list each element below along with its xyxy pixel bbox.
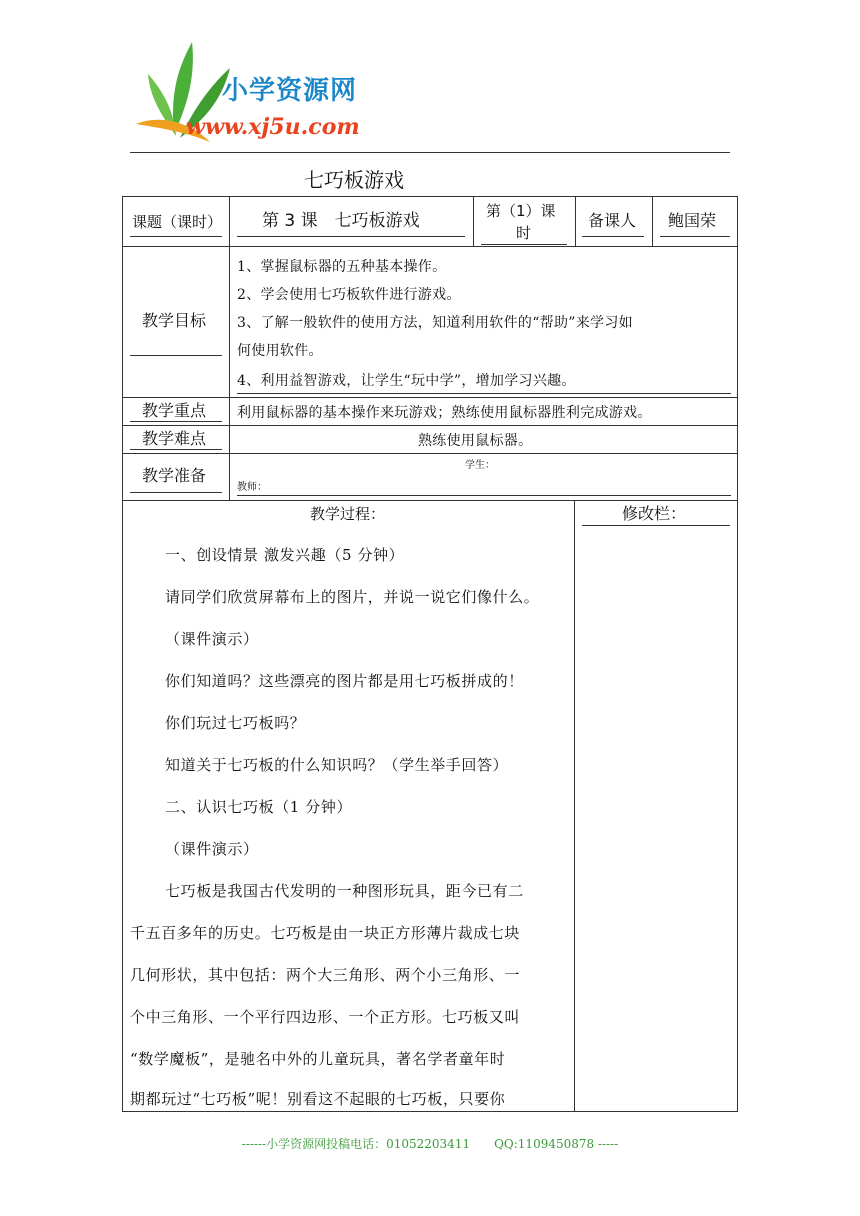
process-line: 你们玩过七巧板吗？ [165,714,306,732]
process-line: 期都玩过“七巧板”呢！别看这不起眼的七巧板，只要你 [130,1090,506,1108]
process-line: 一、创设情景 激发兴趣（5 分钟） [165,546,405,564]
underline [660,236,730,237]
header-divider [130,152,730,153]
period-line2: 时 [516,224,532,242]
column-divider [574,500,575,1112]
objective-line: 1、掌握鼠标器的五种基本操作。 [237,259,447,275]
preparation-teacher: 教师： [237,482,267,493]
column-divider [575,196,576,246]
objective-line: 4、利用益智游戏，让学生“玩中学”，增加学习兴趣。 [237,373,576,389]
row-divider [122,500,738,501]
underline [237,393,731,394]
row-divider [122,246,738,247]
column-divider [229,196,230,500]
process-line: 二、认识七巧板（1 分钟） [165,798,353,816]
topic-label: 课题（课时） [132,213,223,231]
row-divider [122,453,738,454]
process-line: 千五百多年的历史。七巧板是由一块正方形薄片裁成七块 [130,924,521,942]
row-divider [122,425,738,426]
process-line: 个中三角形、一个平行四边形、一个正方形。七巧板又叫 [130,1008,521,1026]
underline [130,355,222,356]
column-divider [473,196,474,246]
process-line: 知道关于七巧板的什么知识吗？（学生举手回答） [165,756,509,774]
difficulties-label: 教学难点 [142,429,207,448]
key-points-label: 教学重点 [142,401,207,420]
preparation-label: 教学准备 [142,466,207,485]
difficulties-value: 熟练使用鼠标器。 [418,433,533,449]
objectives-label: 教学目标 [142,311,207,330]
underline [130,236,222,237]
objective-line: 何使用软件。 [237,343,323,359]
revision-header: 修改栏： [622,504,687,523]
row-divider [122,397,738,398]
process-line: 几何形状，其中包括：两个大三角形、两个小三角形、一 [130,966,521,984]
underline [481,244,567,245]
process-line: 你们知道吗？这些漂亮的图片都是用七巧板拼成的！ [165,672,524,690]
objective-line: 3、了解一般软件的使用方法，知道利用软件的“帮助”来学习如 [237,315,633,331]
underline [582,525,730,526]
process-header: 教学过程： [310,505,386,523]
footer-contact: ------小学资源网投稿电话：01052203411 QQ:1109450878 ----- [241,1137,619,1151]
period-line1: 第（1）课 [486,202,556,220]
underline [582,236,644,237]
underline [237,236,465,237]
process-line: （课件演示） [165,840,259,858]
page-title: 七巧板游戏 [304,168,404,192]
process-line: “数学魔板”，是驰名中外的儿童玩具，著名学者童年时 [130,1050,506,1068]
topic-value: 第 3 课 七巧板游戏 [262,211,420,231]
key-points-value: 利用鼠标器的基本操作来玩游戏；熟练使用鼠标器胜利完成游戏。 [237,405,652,421]
process-line: 七巧板是我国古代发明的一种图形玩具，距今已有二 [165,882,524,900]
process-line: 请同学们欣赏屏幕布上的图片，并说一说它们像什么。 [165,588,540,606]
preparer-value: 鲍国荣 [668,211,717,230]
underline [237,495,731,496]
underline [130,421,222,422]
underline [130,492,222,493]
preparation-student: 学生： [465,460,495,471]
objective-line: 2、学会使用七巧板软件进行游戏。 [237,287,461,303]
column-divider [652,196,653,246]
logo-url: www.xj5u.com [186,114,360,140]
logo-text: 小学资源网 [222,76,358,106]
underline [130,449,222,450]
process-line: （课件演示） [165,630,259,648]
preparer-label: 备课人 [588,211,637,230]
